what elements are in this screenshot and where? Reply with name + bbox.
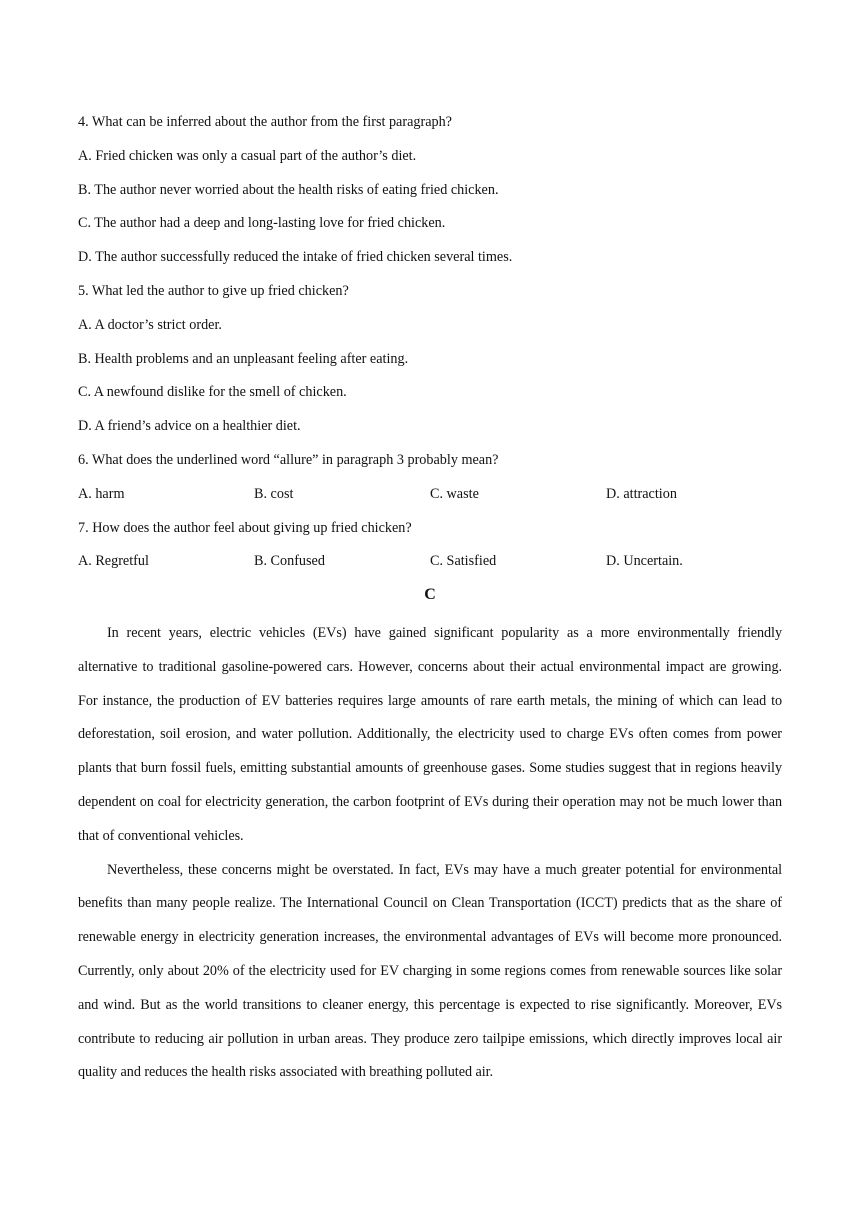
question-7-option-a: A. Regretful (78, 553, 149, 570)
question-7-option-d: D. Uncertain. (606, 553, 683, 570)
question-5-option-c: C. A newfound dislike for the smell of chicken. (78, 384, 347, 401)
document-page (78, 110, 782, 1090)
passage-paragraph-2: Nevertheless, these concerns might be overstated. In fact, EVs may have a much greater potential for environmental benefits than many people realize. The International Council on Clean Transportation (ICCT) predicts that as the share of renewable energy in electricity generation increases, the environmental advantages of EVs will become more pronounced. Currently, only about 20% of the electricity used for EV charging in some regions comes from renewable sources like solar and wind. But as the world transitions to cleaner energy, this percentage is expected to rise significantly. Moreover, EVs contribute to reducing air pollution in urban areas. They produce zero tailpipe emissions, which directly improves local air quality and reduces the health risks associated with breathing polluted air. (78, 861, 782, 1081)
question-6-option-c: C. waste (430, 485, 479, 502)
question-6-option-b: B. cost (254, 485, 294, 502)
question-7-option-b: B. Confused (254, 553, 325, 570)
question-5-option-b: B. Health problems and an unpleasant feeling after eating. (78, 350, 409, 367)
question-7-stem: 7. How does the author feel about giving up fried chicken? (78, 519, 412, 536)
question-4-stem: 4. What can be inferred about the author from the first paragraph? (78, 114, 452, 130)
question-5-option-d: D. A friend’s advice on a healthier diet. (78, 418, 301, 435)
question-4-option-c: C. The author had a deep and long-lasting love for fried chicken. (78, 215, 446, 232)
question-7-option-c: C. Satisfied (430, 553, 497, 570)
question-5-option-a: A. A doctor’s strict order. (78, 316, 222, 333)
question-6-stem: 6. What does the underlined word “allure” in paragraph 3 probably mean? (78, 451, 499, 468)
question-6-options (78, 482, 782, 516)
question-4-option-d: D. The author successfully reduced the intake of fried chicken several times. (78, 249, 513, 266)
question-6-option-d: D. attraction (606, 485, 677, 502)
question-4-option-a: A. Fried chicken was only a casual part of the author’s diet. (78, 147, 417, 164)
question-4-option-b: B. The author never worried about the health risks of eating fried chicken. (78, 181, 499, 198)
question-6-option-a: A. harm (78, 485, 125, 502)
question-5-stem: 5. What led the author to give up fried chicken? (78, 282, 349, 299)
passage-paragraph-1: In recent years, electric vehicles (EVs) have gained significant popularity as a more environmentally friendly alternative to traditional gasoline-powered cars. However, concerns about their actual environmental impact are growing. For instance, the production of EV batteries requires large amounts of rare earth metals, the mining of which can lead to deforestation, soil erosion, and water pollution. Additionally, the electricity used to charge EVs often comes from power plants that burn fossil fuels, emitting substantial amounts of greenhouse gases. Some studies suggest that in regions heavily dependent on coal for electricity generation, the carbon footprint of EVs during their operation may not be much lower than that of conventional vehicles. (78, 624, 782, 844)
section-title: C (424, 586, 436, 604)
question-7-options (78, 549, 782, 583)
